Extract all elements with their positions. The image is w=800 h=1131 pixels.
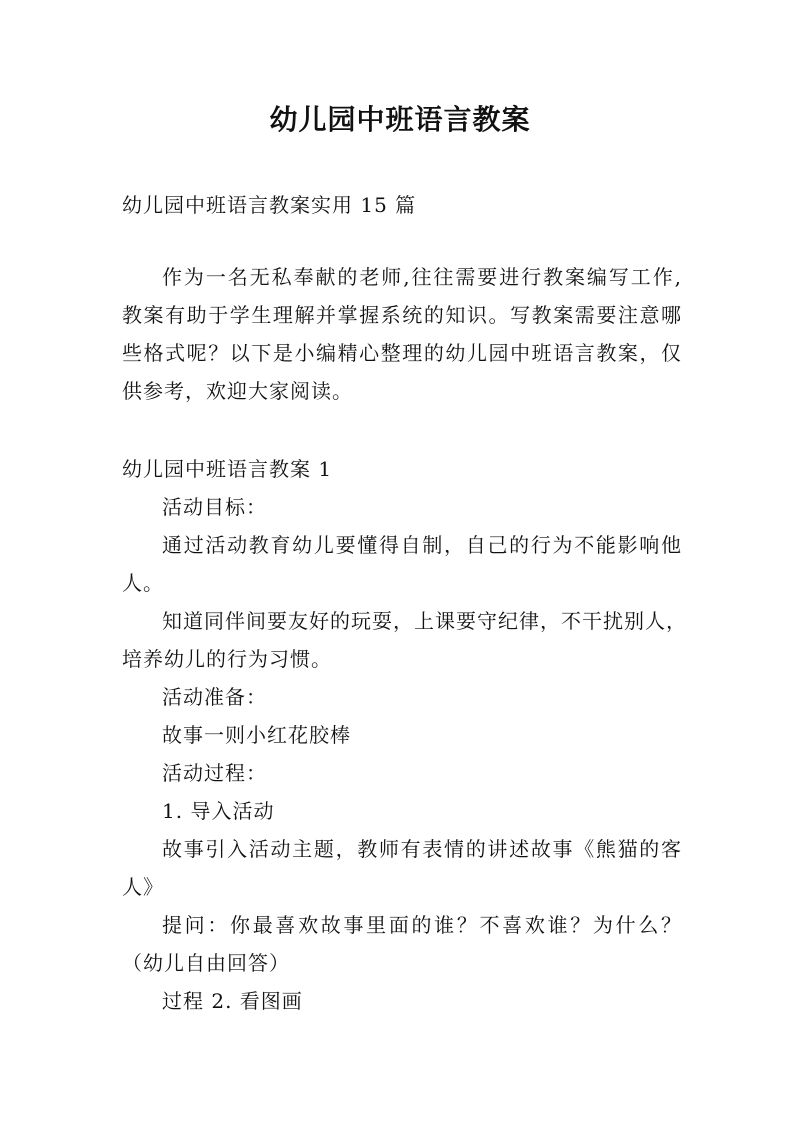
paragraph-line: 人》 xyxy=(122,875,164,899)
paragraph-line: 活动过程： xyxy=(162,761,267,785)
paragraph-line: 提问：你最喜欢故事里面的谁？不喜欢谁？为什么？ xyxy=(162,913,682,937)
paragraph-line: 些格式呢？以下是小编精心整理的幼儿园中班语言教案，仅 xyxy=(122,341,682,365)
paragraph-line: 活动目标： xyxy=(162,495,267,519)
paragraph-line: （幼儿自由回答） xyxy=(122,951,290,975)
paragraph-line: 供参考，欢迎大家阅读。 xyxy=(122,379,353,403)
subtitle-line: 幼儿园中班语言教案实用 15 篇 xyxy=(122,193,417,217)
paragraph-line: 过程 2. 看图画 xyxy=(162,989,303,1013)
paragraph-line: 通过活动教育幼儿要懂得自制，自己的行为不能影响他 xyxy=(162,533,682,557)
section-heading: 幼儿园中班语言教案 1 xyxy=(122,457,333,481)
paragraph-line: 1. 导入活动 xyxy=(162,799,275,823)
paragraph-line: 活动准备： xyxy=(162,685,267,709)
paragraph-line: 故事一则小红花胶棒 xyxy=(162,723,351,747)
paragraph-line: 作为一名无私奉献的老师,往往需要进行教案编写工作, xyxy=(162,265,682,289)
paragraph-line: 人。 xyxy=(122,571,164,595)
paragraph-line: 知道同伴间要友好的玩耍，上课要守纪律，不干扰别人， xyxy=(162,609,687,633)
paragraph-line: 教案有助于学生理解并掌握系统的知识。写教案需要注意哪 xyxy=(122,303,682,327)
paragraph-line: 培养幼儿的行为习惯。 xyxy=(122,647,332,671)
paragraph-line: 故事引入活动主题，教师有表情的讲述故事《熊猫的客 xyxy=(162,837,682,861)
document-title: 幼儿园中班语言教案 xyxy=(269,103,531,136)
